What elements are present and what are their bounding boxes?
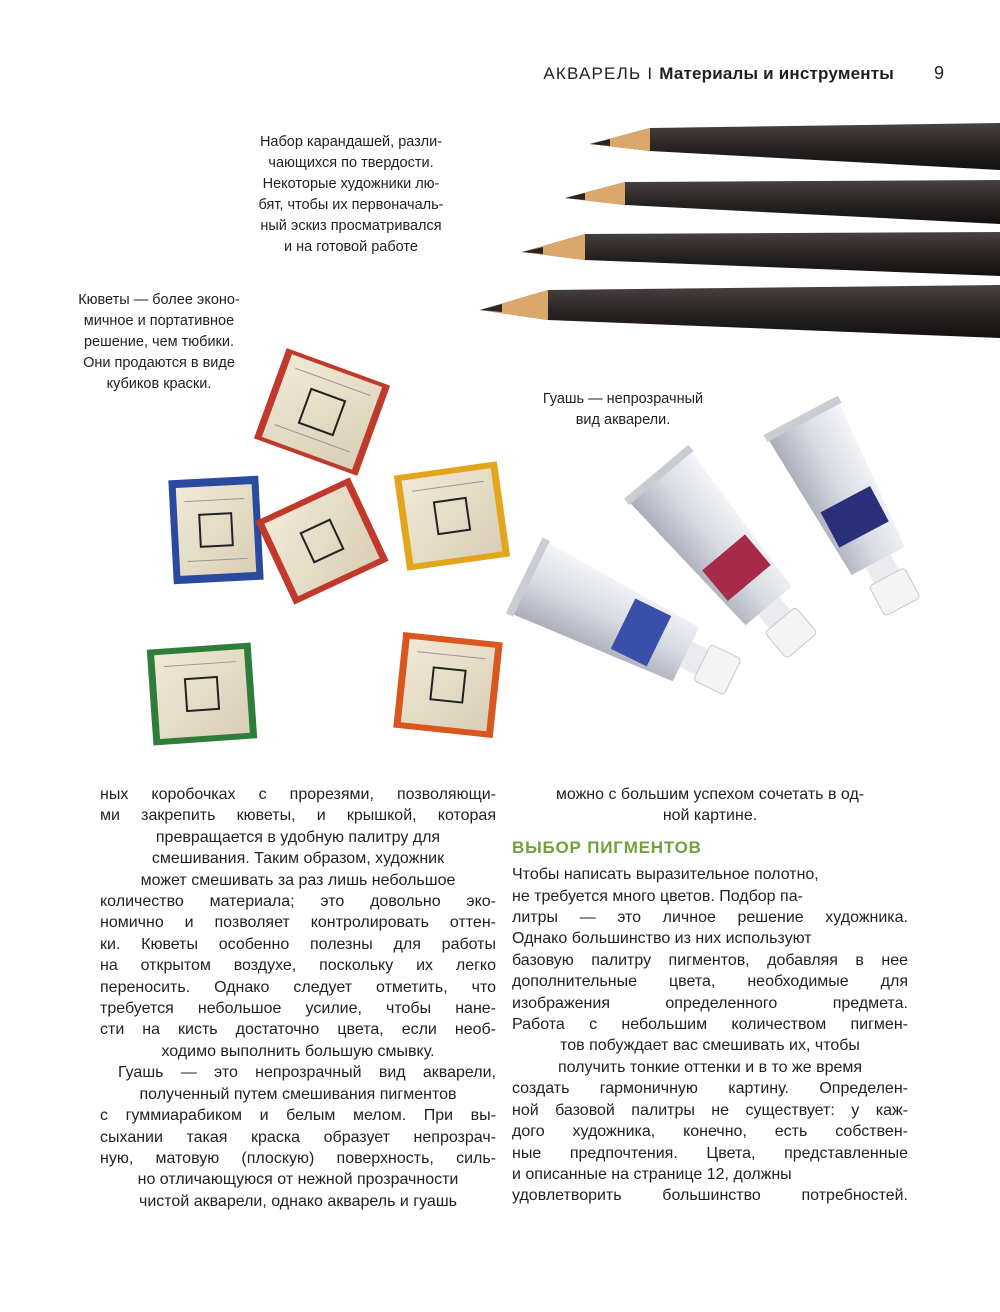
caption-line: Набор карандашей, разли- (259, 134, 443, 150)
caption-line: Кюветы — более эконо- (78, 292, 240, 308)
caption-line: Гуашь — непрозрачный (542, 391, 704, 407)
watercolor-pan-crimson (255, 477, 388, 604)
caption-pans (56, 290, 262, 395)
caption-gouache (520, 389, 726, 431)
text-line: не требуется много цветов. Подбор па- (512, 887, 803, 905)
text-line: дополнительные цвета, необходимые для (512, 973, 908, 991)
section-heading: ВЫБОР ПИГМЕНТОВ (512, 837, 702, 857)
text-line: и описанные на странице 12, должны (512, 1165, 792, 1183)
text-line: сти на кисть достаточно цвета, если необ- (100, 1021, 496, 1039)
text-line: дого художника, конечно, есть собствен- (512, 1123, 908, 1141)
text-line: литры — это личное решение художника. (512, 909, 908, 927)
gouache-tube-ultramarine (764, 396, 940, 627)
text-line: ной базовой палитры не существует: у каж- (512, 1101, 908, 1119)
text-line: Работа с небольшим количеством пигмен- (512, 1016, 908, 1034)
text-line: может смешивать за раз лишь небольшое (140, 871, 456, 889)
text-line: полученный путем смешивания пигментов (139, 1085, 457, 1103)
caption-pencils (228, 132, 474, 258)
watercolor-pan-yellow (394, 461, 510, 571)
page-number: 9 (933, 63, 944, 83)
caption-line: кубиков краски. (106, 376, 212, 392)
body-column-left (100, 784, 496, 1212)
text-line: но отличающуюся от нежной прозрачности (137, 1171, 459, 1189)
text-line: номично и позволяет контролировать оттен- (100, 914, 496, 932)
text-line: ные предпочтения. Цвета, представленные (512, 1144, 908, 1162)
text-line: тов побуждает вас смешивать их, чтобы (560, 1037, 860, 1055)
text-line: ную, матовую (плоскую) поверхность, силь- (100, 1149, 496, 1167)
text-line: можно с большим успехом сочетать в од- (555, 786, 865, 803)
caption-line: и на готовой работе (284, 239, 418, 255)
text-line: получить тонкие оттенки и в то же время (557, 1058, 863, 1076)
caption-line: Некоторые художники лю- (262, 176, 440, 192)
pencil (590, 123, 1000, 170)
caption-line: чающихся по твердости. (268, 155, 434, 171)
section-subtitle: Материалы и инструменты (659, 64, 894, 83)
text-line: ки. Кюветы особенно полезны для работы (100, 935, 496, 953)
text-line: с гуммиарабиком и белым мелом. При вы- (100, 1107, 496, 1125)
text-line: сыхании такая краска образует непрозрач- (100, 1128, 496, 1146)
text-line: чистой акварели, однако акварель и гуашь (139, 1192, 457, 1210)
text-line: ных коробочках с прорезями, позволяющи- (100, 786, 496, 803)
caption-line: вид акварели. (575, 412, 671, 428)
pencil (565, 180, 1000, 224)
caption-line: Они продаются в виде (83, 355, 235, 371)
text-line: Гуашь — это непрозрачный вид акварели, (118, 1064, 496, 1082)
pencil (480, 285, 1000, 338)
text-line: ной картине. (662, 807, 758, 825)
text-line: изображения определенного предмета. (512, 994, 908, 1012)
text-line: ходимо выполнить большую смывку. (161, 1042, 435, 1060)
watercolor-pan-green (147, 642, 257, 745)
text-line: на открытом воздухе, поскольку их легко (100, 957, 496, 975)
text-line: базовую палитру пигментов, добавляя в нее (512, 951, 908, 969)
text-line: требуется небольшое усилие, чтобы нане- (100, 1000, 496, 1018)
text-line: переносить. Однако следует отметить, что (100, 978, 496, 996)
caption-line: решение, чем тюбики. (83, 334, 235, 350)
text-line: ми закрепить кюветы, и крышкой, которая (100, 807, 496, 825)
text-line: удовлетворить большинство потребностей. (512, 1187, 908, 1205)
text-line: Однако большинство из них используют (512, 930, 812, 948)
text-line: создать гармоничную картину. Определен- (512, 1080, 908, 1098)
watercolor-pan-orange (393, 632, 502, 738)
caption-line: ный эскиз просматривался (260, 218, 442, 234)
watercolor-pan-blue (168, 476, 263, 585)
text-line: количество материала; это довольно эко- (100, 893, 496, 911)
text-line: смешивания. Таким образом, художник (151, 850, 445, 868)
text-line: Чтобы написать выразительное полотно, (512, 866, 819, 884)
caption-line: мичное и портативное (83, 313, 235, 329)
pencil (522, 232, 1000, 276)
body-column-right (512, 784, 908, 1207)
section-name: АКВАРЕЛЬ (543, 64, 642, 83)
watercolor-pan-red (254, 348, 390, 476)
caption-line: бят, чтобы их первоначаль- (258, 197, 444, 213)
text-line: превращается в удобную палитру для (155, 828, 441, 846)
header-separator: I (647, 64, 654, 83)
